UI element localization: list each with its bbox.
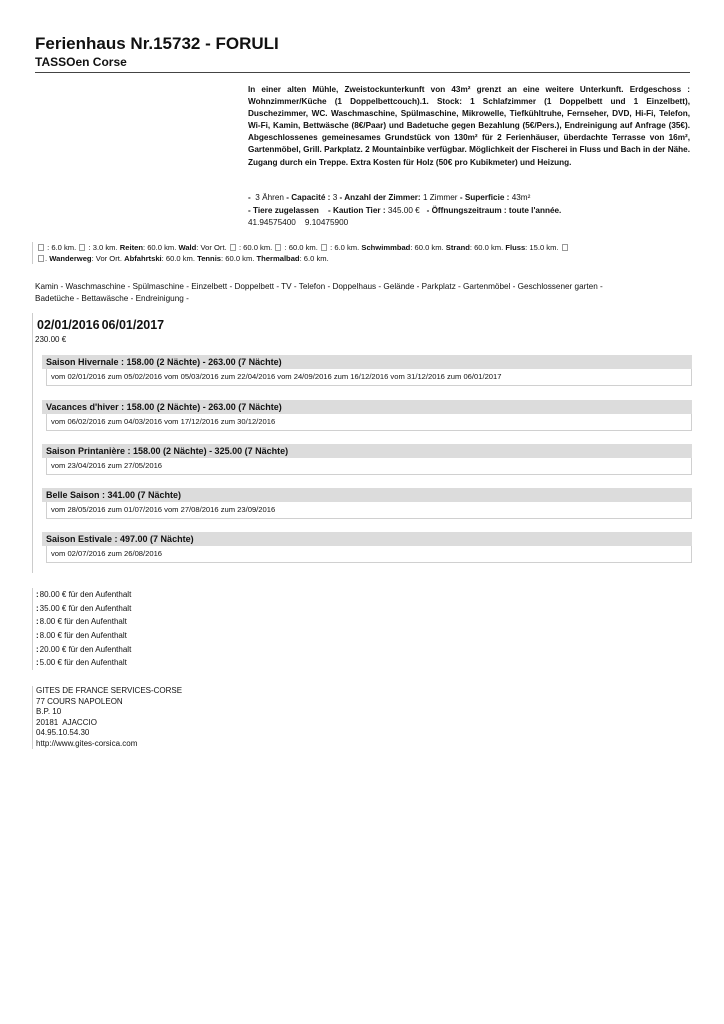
deposit-label: - Kaution Tier : [327, 205, 386, 215]
specs-row-1 [248, 192, 690, 205]
wanderweg-label: Wanderweg [49, 254, 92, 263]
opening-label: - Öffnungszeitraum : toute l'année. [426, 205, 562, 215]
fluss-label: Fluss [505, 243, 526, 252]
rooms-value: 1 Zimmer [422, 193, 458, 202]
thermalbad-value: : 6.0 km. [299, 254, 329, 263]
strand-label: Strand [445, 243, 470, 252]
tennis-label: Tennis [197, 254, 222, 263]
season-dates: vom 02/01/2016 zum 05/02/2016 vom 05/03/2016 zum 22/04/2016 vom 24/09/2016 zum 16/12/2016 vom 31/12/2016 zum 06/01/2017 [46, 369, 692, 386]
extra-cost-value: 35.00 € für den Aufenthalt [39, 603, 132, 613]
season-dates: vom 06/02/2016 zum 04/03/2016 vom 17/12/2016 zum 30/12/2016 [46, 414, 692, 431]
abfahrtski-value: : 60.0 km. [161, 254, 195, 263]
distance-1: : 6.0 km. [47, 243, 77, 252]
missing-glyph-icon [275, 244, 281, 251]
property-specs [248, 192, 690, 230]
missing-glyph-icon [38, 255, 44, 262]
ears-value: 3 Ähren [255, 193, 284, 202]
extra-costs [32, 588, 336, 670]
capacity-value: 3 [332, 193, 338, 202]
season-title: Saison Estivale : 497.00 (7 Nächte) [42, 532, 692, 546]
period-title [37, 318, 166, 332]
season-block [42, 355, 692, 386]
specs-row-3 [248, 217, 690, 230]
distances: : 6.0 km. : 3.0 km. Reiten: 60.0 km. Wald: Vor Ort. : 60.0 km. : 60.0 km. : 6.0 km. Schwimmbad: 60.0 km. Strand: 60.0 km. Fluss: 15.0 km. . Wanderweg: Vor Ort. Abfahrtski: 60.0 km. Tennis: 60.0 km. Thermalbad: 6.0 km. [32, 242, 677, 264]
title-divider [35, 72, 690, 73]
wanderweg-value: : Vor Ort. [91, 254, 122, 263]
extra-cost-item: :20.00 € für den Aufenthalt [36, 644, 132, 654]
description: In einer alten Mühle, Zweistockunterkunft von 43m² grenzt an eine weitere Unterkunft. Erdgeschoss : Wohnzimmer/Küche (1 Doppelbettcouch).1. Stock: 1 Schlafzimmer (1 Doppelbett und 1 Einzelbett), Duschezimmer, WC. Waschmaschine, Spülmaschine, Mikrowelle, Tiefkühltruhe, Fernseher, DVD, Hi-Fi, Telefon, Wi-Fi, Kamin, Bettwäsche (8€/Paar) und Badetuche gegen Bezahlung (5€/Pers.), Endreinigung auf Anfrage (35€). Abgeschlossenes gemeinesames Grundstück von 130m² für 2 Ferienhäuser, überdachte Terrasse von 16m², Gartenmöbel, Grill. Parkplatz. 2 Mountainbike verfügbar. Möglichkeit der Fischerei in Fluss und Bach in der Nähe. Zugang durch ein Treppe. Extra Kosten für Holz (50€ pro Kubikmeter) und Heizung. [248, 85, 690, 167]
period-end: 06/01/2017 [101, 318, 165, 332]
season-block [42, 444, 692, 475]
contact-phone: 04.95.10.54.30 [36, 728, 90, 737]
extra-cost-item: :35.00 € für den Aufenthalt [36, 603, 132, 613]
extra-cost-value: 8.00 € für den Aufenthalt [39, 617, 127, 627]
fluss-value: : 15.0 km. [525, 243, 559, 252]
contact-po-box: B.P. 10 [36, 707, 62, 716]
distance-3: : 60.0 km. [238, 243, 273, 252]
extra-cost-value: 20.00 € für den Aufenthalt [39, 644, 132, 654]
extra-cost-item: :80.00 € für den Aufenthalt [36, 590, 132, 599]
contact-block [32, 686, 336, 749]
thermalbad-label: Thermalbad [256, 254, 300, 263]
missing-glyph-icon [230, 244, 236, 251]
specs-dash: - [248, 193, 251, 202]
reiten-value: : 60.0 km. [142, 243, 177, 252]
longitude: 9.10475900 [304, 218, 349, 227]
tennis-value: : 60.0 km. [221, 254, 255, 263]
contact-street: 77 COURS NAPOLEON [36, 696, 123, 706]
distance-5: : 6.0 km. [330, 243, 360, 252]
deposit-value: 345.00 € [387, 205, 420, 215]
extra-cost-item: :5.00 € für den Aufenthalt [36, 658, 127, 668]
latitude: 41.94575400 [248, 218, 296, 227]
pets-label: - Tiere zugelassen [248, 205, 319, 215]
season-dates: vom 23/04/2016 zum 27/05/2016 [46, 458, 692, 475]
extra-cost-value: 80.00 € für den Aufenthalt [39, 590, 132, 599]
season-block [42, 400, 692, 431]
contact-website-link[interactable]: http://www.gites-corsica.com [36, 738, 138, 748]
reiten-label: Reiten [119, 243, 143, 252]
surface-value: 43m² [511, 193, 531, 202]
extra-cost-value: 8.00 € für den Aufenthalt [39, 631, 127, 641]
season-dates: vom 02/07/2016 zum 26/08/2016 [46, 546, 692, 563]
season-block [42, 532, 692, 563]
season-title: Vacances d'hiver : 158.00 (2 Nächte) - 263.00 (7 Nächte) [42, 400, 692, 414]
strand-value: : 60.0 km. [469, 243, 504, 252]
abfahrtski-label: Abfahrtski [124, 254, 162, 263]
extra-cost-item: :8.00 € für den Aufenthalt [36, 617, 127, 627]
surface-label: - Superficie : [459, 193, 510, 202]
period-start: 02/01/2016 [37, 318, 100, 332]
contact-name: GITES DE FRANCE SERVICES-CORSE [36, 686, 183, 695]
distance-2: : 3.0 km. [88, 243, 118, 252]
wald-label: Wald [178, 243, 197, 252]
season-title: Belle Saison : 341.00 (7 Nächte) [42, 488, 692, 502]
capacity-label: - Capacité : [286, 193, 331, 202]
schwimmbad-label: Schwimmbad [361, 243, 411, 252]
season-block [42, 488, 692, 519]
schwimmbad-value: : 60.0 km. [410, 243, 444, 252]
wald-value: : Vor Ort. [196, 243, 227, 252]
extra-cost-item: :8.00 € für den Aufenthalt [36, 631, 127, 641]
period-price: 230.00 € [35, 335, 67, 344]
page-subtitle: TASSOen Corse [35, 55, 127, 69]
equipment-list: Kamin - Waschmaschine - Spülmaschine - Einzelbett - Doppelbett - TV - Telefon - Doppelhaus - Gelände - Parkplatz - Gartenmöbel - Geschlossener garten - Badetüche - Bettawäsche - Endreinigung - [35, 282, 603, 303]
specs-row-2 [248, 205, 690, 218]
season-dates: vom 28/05/2016 zum 01/07/2016 vom 27/08/2016 zum 23/09/2016 [46, 502, 692, 519]
season-title: Saison Hivernale : 158.00 (2 Nächte) - 263.00 (7 Nächte) [42, 355, 692, 369]
missing-glyph-icon [38, 244, 44, 251]
contact-city: 20181 AJACCIO [36, 717, 97, 727]
distance-4: : 60.0 km. [284, 243, 318, 252]
rooms-label: - Anzahl der Zimmer: [339, 193, 421, 202]
missing-glyph-icon [562, 244, 568, 251]
extra-cost-value: 5.00 € für den Aufenthalt [39, 658, 127, 668]
season-title: Saison Printanière : 158.00 (2 Nächte) - 325.00 (7 Nächte) [42, 444, 692, 458]
page-title: Ferienhaus Nr.15732 - FORULI [35, 34, 279, 53]
missing-glyph-icon [321, 244, 327, 251]
missing-glyph-icon [79, 244, 85, 251]
